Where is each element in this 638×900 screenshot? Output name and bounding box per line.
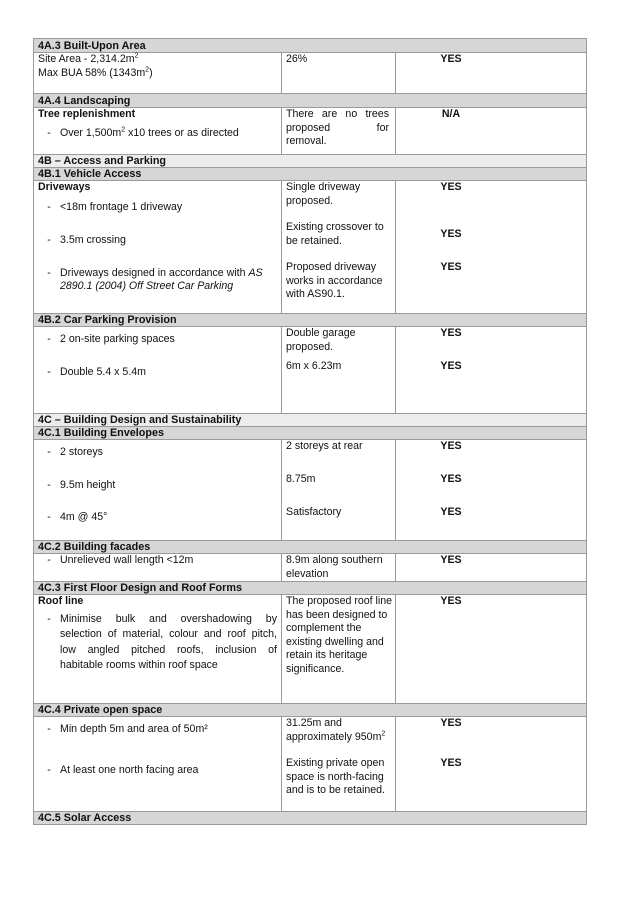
table-row	[34, 181, 587, 314]
compliance-value: YES	[440, 440, 462, 452]
compliance-cell: YES	[396, 53, 587, 94]
section-4c-header	[34, 414, 587, 427]
table-row	[34, 108, 587, 155]
section-4b1-header	[34, 168, 587, 181]
section-heading: 4A.3 Built-Upon Area	[34, 39, 587, 53]
compliance-value: YES	[440, 327, 462, 339]
response-text: Satisfactory	[286, 506, 342, 518]
response-cell: There are no trees proposed for removal.	[282, 108, 396, 155]
table-row	[34, 53, 587, 94]
section-heading: 4C – Building Design and Sustainability	[34, 414, 587, 427]
compliance-value: YES	[440, 228, 462, 240]
section-4c4-header	[34, 704, 587, 717]
table-row	[34, 595, 587, 704]
compliance-value: YES	[440, 261, 462, 273]
response-text: 31.25m and approximately $950m^2$	[286, 717, 386, 743]
compliance-value: YES	[440, 757, 462, 769]
section-4b-header	[34, 155, 587, 168]
compliance-cell: YES	[396, 595, 587, 704]
subsection-heading: 4C.2 Building facades	[34, 541, 587, 554]
section-4b2-header	[34, 314, 587, 327]
section-4c3-header	[34, 582, 587, 595]
section-4a4-header	[34, 94, 587, 108]
row-label: Tree replenishment	[38, 108, 136, 120]
compliance-value: YES	[440, 181, 462, 193]
table-row	[34, 440, 587, 541]
response-text: 2 storeys at rear	[286, 440, 363, 452]
response-text: Single driveway proposed.	[286, 181, 361, 207]
list-item: - Driveways designed in accordance with AS 2890.1 (2004) Off Street Car Parking	[47, 266, 263, 292]
section-heading: 4B – Access and Parking	[34, 155, 587, 168]
row-label: Driveways	[38, 181, 91, 193]
subsection-heading: 4B.1 Vehicle Access	[34, 168, 587, 181]
section-4c1-header	[34, 427, 587, 440]
table-row	[34, 717, 587, 812]
response-cell: The proposed roof line has been designed to complement the existing dwelling and retain its heritage significance.	[282, 595, 396, 704]
table-row	[34, 327, 587, 414]
list-item: - 4m @ 45°	[47, 511, 108, 523]
list-item: - 9.5m height	[47, 478, 116, 491]
list-item: - At least one north facing area	[47, 763, 199, 776]
response-cell: 26%	[282, 53, 396, 94]
compliance-cell: N/A	[396, 108, 587, 155]
compliance-value: YES	[440, 717, 462, 729]
row-label: Roof line	[38, 595, 84, 607]
list-item: - Double 5.4 x 5.4m	[47, 365, 146, 378]
list-item: - <18m frontage 1 driveway	[47, 200, 183, 213]
table-row	[34, 554, 587, 582]
list-item: - Over $1,500m^2$ x10 trees or as directed	[47, 125, 239, 139]
subsection-heading: 4C.1 Building Envelopes	[34, 427, 587, 440]
subsection-heading: 4C.3 First Floor Design and Roof Forms	[34, 582, 587, 595]
response-text: Proposed driveway works in accordance with AS90.1.	[286, 261, 383, 300]
response-text: Double garage proposed.	[286, 327, 356, 353]
subsection-heading: 4B.2 Car Parking Provision	[34, 314, 587, 327]
response-text: 6m x 6.23m	[286, 360, 342, 372]
section-heading: 4A.4 Landscaping	[34, 94, 587, 108]
list-item: - Minimise bulk and overshadowing by selection of material, colour and roof pitch, low angled pitched roofs, inclusion of habitable rooms within roof space	[47, 612, 277, 671]
compliance-cell: YES	[396, 554, 587, 582]
compliance-value: YES	[440, 360, 462, 372]
response-text: 8.75m	[286, 473, 316, 485]
section-4c5-header	[34, 812, 587, 825]
list-item: - Min depth 5m and area of 50m²	[47, 723, 208, 735]
section-4a3-header	[34, 39, 587, 53]
list-item: - 2 on-site parking spaces	[47, 333, 175, 345]
response-text: Existing crossover to be retained.	[286, 221, 384, 247]
subsection-heading: 4C.4 Private open space	[34, 704, 587, 717]
subsection-heading: 4C.5 Solar Access	[34, 812, 587, 825]
section-4c2-header	[34, 541, 587, 554]
list-item: - 2 storeys	[47, 446, 103, 458]
site-area-text: Site Area - $2,314.2m^2$	[38, 52, 139, 65]
max-bua-text: Max BUA 58% $(1343m^2)$	[38, 65, 153, 79]
response-text: Existing private open space is north-facing and is to be retained.	[286, 757, 385, 796]
list-item: - Unrelieved wall length <12m	[47, 554, 194, 566]
compliance-value: YES	[440, 473, 462, 485]
list-item: - 3.5m crossing	[47, 234, 126, 246]
compliance-value: YES	[440, 506, 462, 518]
planning-compliance-table	[33, 38, 586, 825]
response-cell: 8.9m along southern elevation	[282, 554, 396, 582]
